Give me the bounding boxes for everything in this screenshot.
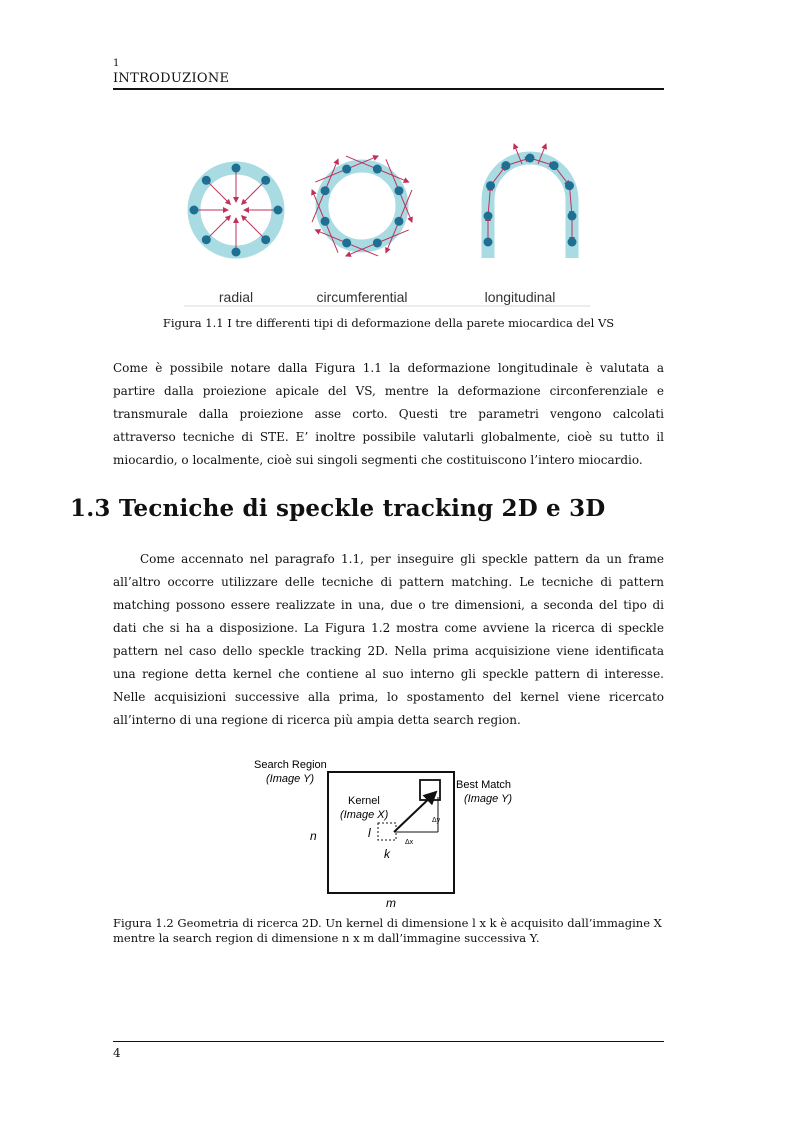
figure-deformation-types — [184, 128, 590, 308]
search-region-label: Search Region — [254, 759, 327, 771]
longitudinal-node — [565, 181, 574, 190]
circumferential-node — [394, 217, 403, 226]
longitudinal-node — [568, 238, 577, 247]
longitudinal-node — [550, 161, 559, 170]
longitudinal-node — [501, 161, 510, 170]
circumferential-node — [394, 186, 403, 195]
figure2-caption: Figura 1.2 Geometria di ricerca 2D. Un kernel di dimensione l x k è acquisito dall’immagine X mentre la search region di dimensione n x m dall’immagine successiva Y. — [113, 916, 662, 945]
displacement-arrow — [394, 792, 436, 832]
paragraph-intro: Come è possibile notare dalla Figura 1.1 la deformazione longitudinale è valutata a partire dalla proiezione apicale del VS, mentre la deformazione circonferenziale e transmurale dalla proiezione asse corto. Questi tre parametri vengono calcolati attraverso tecniche di STE. E’ inoltre possibile valutarli globalmente, cioè su tutto il miocardio, o localmente, cioè sui singoli segmenti che costituiscono l’intero miocardio. — [113, 361, 664, 467]
radial-node — [261, 176, 270, 185]
figure-search-geometry — [250, 752, 530, 912]
radial-node — [232, 164, 241, 173]
longitudinal-node — [484, 212, 493, 221]
k-label: k — [384, 847, 390, 861]
l-label: l — [368, 826, 371, 840]
radial-node — [274, 206, 283, 215]
circumferential-node — [342, 165, 351, 174]
longitudinal-node — [526, 154, 535, 163]
header-rule — [113, 88, 664, 90]
chapter-title: INTRODUZIONE — [113, 71, 230, 86]
circumferential-diagram — [312, 156, 412, 256]
radial-arrow — [206, 180, 230, 204]
radial-node — [202, 235, 211, 244]
best-match-image-label: (Image Y) — [464, 793, 513, 805]
radial-arrow — [206, 216, 230, 240]
n-label: n — [310, 829, 317, 843]
kernel-image-label: (Image X) — [340, 809, 389, 821]
m-label: m — [386, 896, 396, 910]
figure1-caption: Figura 1.1 I tre differenti tipi di deformazione della parete miocardica del VS — [162, 316, 615, 330]
label-radial: radial — [218, 289, 254, 305]
radial-diagram — [190, 164, 283, 257]
circumferential-node — [321, 186, 330, 195]
kernel-box — [378, 823, 396, 840]
circumferential-node — [342, 238, 351, 247]
kernel-label: Kernel — [348, 795, 380, 807]
best-match-label: Best Match — [456, 779, 512, 791]
dy-label: Δy — [432, 817, 441, 824]
circumferential-ring — [322, 166, 402, 246]
page-number: 4 — [113, 1046, 121, 1060]
radial-node — [232, 248, 241, 257]
circumferential-node — [373, 165, 382, 174]
longitudinal-diagram — [484, 144, 577, 258]
chapter-number: 1 — [113, 58, 120, 69]
circumferential-node — [321, 217, 330, 226]
search-region-image-label: (Image Y) — [266, 773, 315, 785]
label-circumferential: circumferential — [316, 289, 408, 305]
radial-node — [261, 235, 270, 244]
longitudinal-node — [568, 212, 577, 221]
radial-arrow — [242, 216, 266, 240]
paragraph-speckle-tracking: Come accennato nel paragrafo 1.1, per inseguire gli speckle pattern da un frame all’altro occorre utilizzare delle tecniche di pattern matching. Le tecniche di pattern matching possono essere realizzate in una, due o tre dimensioni, a seconda del tipo di dati che si ha a disposizione. La Figura 1.2 mostra come avviene la ricerca di speckle pattern nel caso dello speckle tracking 2D. Nella prima acquisizione viene identificata una regione detta kernel che contiene al suo interno gli speckle pattern di interesse. Nelle acquisizioni successive alla prima, lo spostamento del kernel viene ricercato all’interno di una regione di ricerca più ampia detta search region. — [113, 552, 664, 727]
dx-label: Δx — [405, 839, 414, 846]
radial-node — [190, 206, 199, 215]
radial-arrow — [242, 180, 266, 204]
circumferential-node — [373, 238, 382, 247]
longitudinal-node — [486, 181, 495, 190]
section-heading: 1.3 Tecniche di speckle tracking 2D e 3D — [70, 495, 606, 522]
label-longitudinal: longitudinal — [484, 289, 556, 305]
footer-rule — [113, 1041, 664, 1042]
radial-node — [202, 176, 211, 185]
longitudinal-node — [484, 238, 493, 247]
